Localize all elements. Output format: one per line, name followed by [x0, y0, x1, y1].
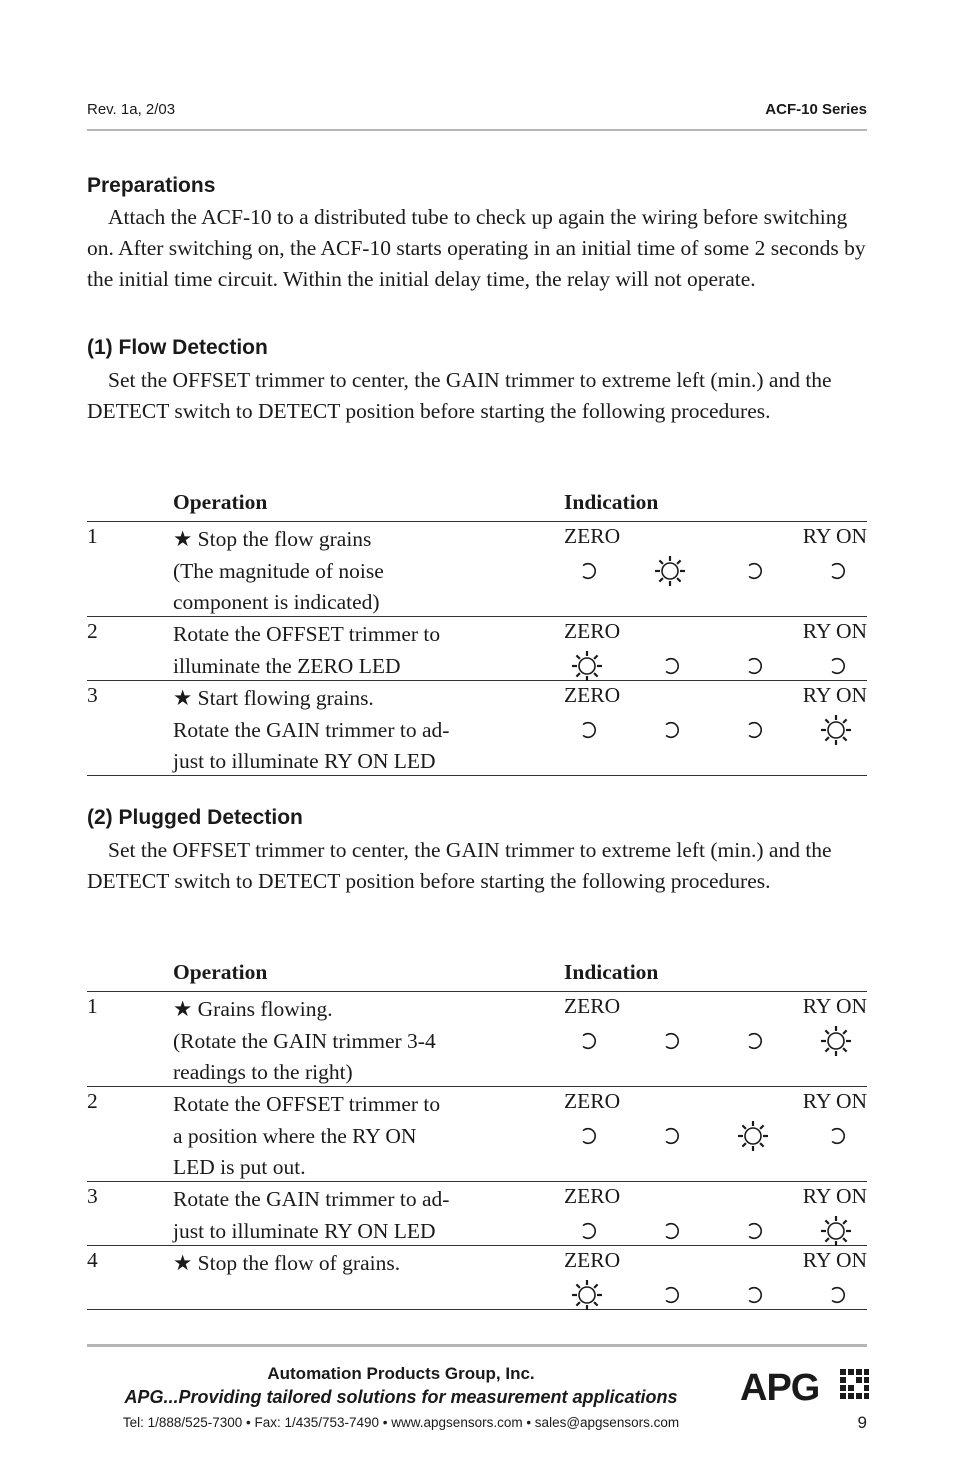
operation-line: ★ Start flowing grains.: [173, 686, 374, 710]
operation-text: [173, 994, 553, 1089]
table-row: [87, 1087, 867, 1182]
step-number: 1: [87, 524, 98, 548]
tagline: APG...Providing tailored solutions for measurement applications: [124, 1387, 678, 1407]
ry-on-label: RY ON: [802, 683, 867, 707]
led-unlit-icon: [570, 1214, 604, 1248]
operation-line: ★ Grains flowing.: [173, 997, 333, 1021]
table-row: [87, 992, 867, 1087]
led-unlit-icon: [736, 713, 770, 747]
step-number: 3: [87, 683, 98, 707]
contact-info: Tel: 1/888/525-7300 • Fax: 1/435/753-7490 • www.apgsensors.com • sales@apgsensors.com: [122, 1415, 680, 1430]
ry-on-label: RY ON: [802, 1248, 867, 1272]
series-label: ACF-10 Series: [765, 101, 867, 118]
table-header: [87, 959, 867, 992]
operation-line: Rotate the GAIN trimmer to ad-: [173, 717, 450, 742]
led-unlit-icon: [653, 1024, 687, 1058]
led-lit-icon: [819, 1214, 853, 1248]
page-number: 9: [857, 1413, 867, 1432]
led-lit-icon: [736, 1119, 770, 1153]
operation-line: ★ Stop the flow of grains.: [173, 1251, 401, 1275]
table-header: [87, 489, 867, 522]
operation-line: (The magnitude of noise: [173, 558, 384, 583]
zero-label: ZERO: [564, 683, 621, 707]
operation-text: [173, 1248, 553, 1280]
operation-text: [173, 524, 553, 619]
plugged-detection-text: Set the OFFSET trimmer to center, the GAIN trimmer to extreme left (min.) and the DETECT switch to DETECT position before starting the following procedures.: [87, 838, 832, 893]
led-unlit-icon: [819, 554, 853, 588]
led-unlit-icon: [653, 1119, 687, 1153]
led-lit-icon: [570, 649, 604, 683]
led-unlit-icon: [736, 649, 770, 683]
operation-line: component is indicated): [173, 590, 380, 614]
step-number: 4: [87, 1248, 98, 1272]
indication-header: Indication: [564, 490, 659, 514]
table-row: [87, 1182, 867, 1246]
led-unlit-icon: [570, 1119, 604, 1153]
operation-text: [173, 619, 553, 682]
operation-text: [173, 1089, 553, 1184]
led-unlit-icon: [736, 1278, 770, 1312]
operation-line: illuminate the ZERO LED: [173, 653, 401, 678]
preparations-text: Attach the ACF-10 to a distributed tube to check up again the wiring before switching on. After switching on, the ACF-10 starts operating in an initial time of some 2 seconds by the initial time circuit. Within the initial delay time, the relay will not operate.: [87, 205, 866, 291]
led-unlit-icon: [736, 554, 770, 588]
led-lit-icon: [570, 1278, 604, 1312]
zero-label: ZERO: [564, 1089, 621, 1113]
operation-line: (Rotate the GAIN trimmer 3-4: [173, 1028, 436, 1053]
operation-text: [173, 1184, 553, 1247]
zero-label: ZERO: [564, 1184, 621, 1208]
plugged-detection-table: [87, 959, 867, 1310]
flow-detection-heading: (1) Flow Detection: [87, 336, 268, 359]
operation-header: Operation: [173, 960, 268, 984]
indication-header: Indication: [564, 960, 659, 984]
flow-detection-text: Set the OFFSET trimmer to center, the GAIN trimmer to extreme left (min.) and the DETECT switch to DETECT position before starting the following procedures.: [87, 368, 832, 423]
operation-line: Rotate the OFFSET trimmer to: [173, 1092, 441, 1116]
zero-label: ZERO: [564, 1248, 621, 1272]
operation-line: ★ Stop the flow grains: [173, 527, 372, 551]
footer-divider: [87, 1344, 867, 1347]
step-number: 1: [87, 994, 98, 1018]
table-row: [87, 1246, 867, 1310]
table-row: [87, 681, 867, 776]
company-name: Automation Products Group, Inc.: [267, 1364, 535, 1383]
zero-label: ZERO: [564, 619, 621, 643]
revision-label: Rev. 1a, 2/03: [87, 101, 176, 118]
operation-header: Operation: [173, 490, 268, 514]
preparations-heading: Preparations: [87, 174, 216, 197]
led-lit-icon: [819, 1024, 853, 1058]
table-row: [87, 522, 867, 617]
table-row: [87, 617, 867, 681]
apg-logo: [740, 1367, 870, 1412]
operation-line: just to illuminate RY ON LED: [173, 749, 436, 773]
led-unlit-icon: [570, 554, 604, 588]
operation-line: LED is put out.: [173, 1155, 306, 1179]
operation-line: Rotate the GAIN trimmer to ad-: [173, 1187, 450, 1211]
operation-line: readings to the right): [173, 1060, 353, 1084]
ry-on-label: RY ON: [802, 524, 867, 548]
header-divider: [87, 129, 867, 131]
led-lit-icon: [819, 713, 853, 747]
led-unlit-icon: [570, 713, 604, 747]
zero-label: ZERO: [564, 994, 621, 1018]
logo-wordmark: APG: [740, 1367, 820, 1407]
operation-text: [173, 683, 553, 778]
led-unlit-icon: [736, 1214, 770, 1248]
operation-line: Rotate the OFFSET trimmer to: [173, 622, 441, 646]
flow-detection-table: [87, 489, 867, 776]
zero-label: ZERO: [564, 524, 621, 548]
led-unlit-icon: [819, 649, 853, 683]
led-unlit-icon: [653, 713, 687, 747]
step-number: 2: [87, 619, 98, 643]
led-lit-icon: [653, 554, 687, 588]
ry-on-label: RY ON: [802, 994, 867, 1018]
ry-on-label: RY ON: [802, 1184, 867, 1208]
step-number: 3: [87, 1184, 98, 1208]
plugged-detection-heading: (2) Plugged Detection: [87, 806, 303, 829]
led-unlit-icon: [819, 1119, 853, 1153]
led-unlit-icon: [653, 1214, 687, 1248]
ry-on-label: RY ON: [802, 1089, 867, 1113]
led-unlit-icon: [736, 1024, 770, 1058]
led-unlit-icon: [653, 649, 687, 683]
led-unlit-icon: [570, 1024, 604, 1058]
led-unlit-icon: [819, 1278, 853, 1312]
operation-line: just to illuminate RY ON LED: [173, 1218, 436, 1243]
step-number: 2: [87, 1089, 98, 1113]
ry-on-label: RY ON: [802, 619, 867, 643]
led-unlit-icon: [653, 1278, 687, 1312]
operation-line: a position where the RY ON: [173, 1123, 417, 1148]
